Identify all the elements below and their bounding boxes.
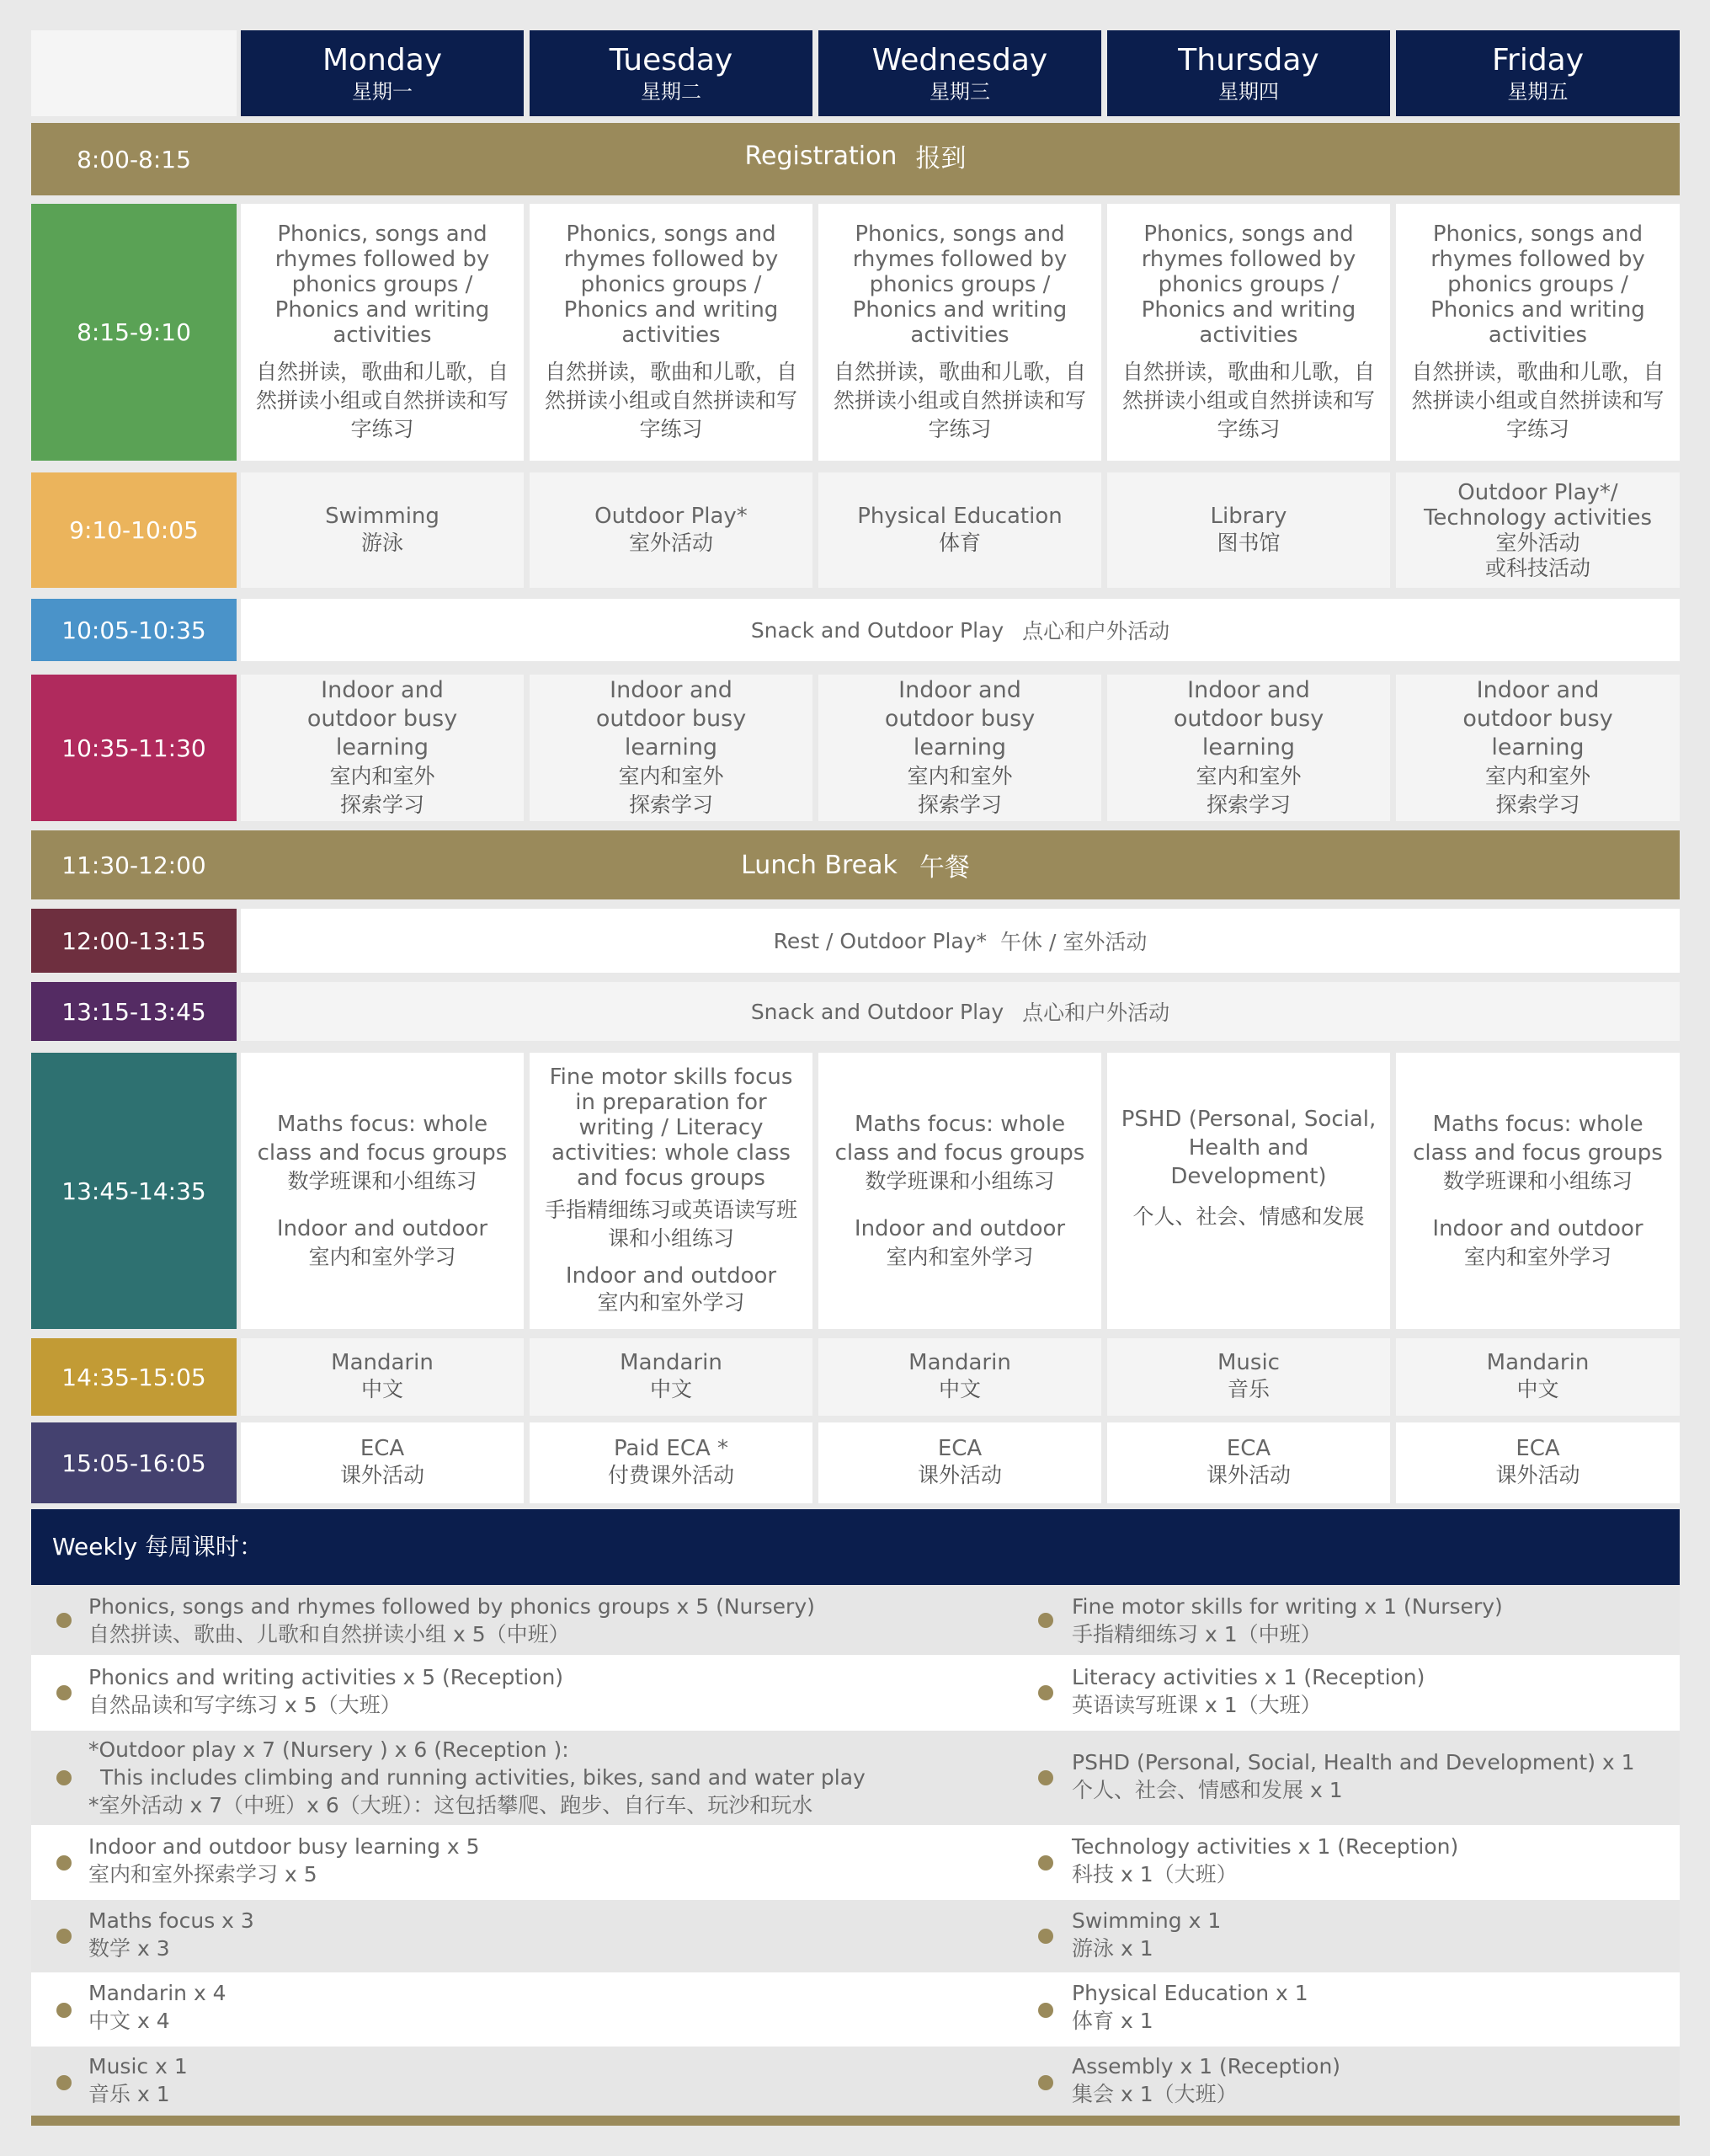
cell-text-en: Mandarin [331, 1350, 434, 1375]
band-text-en: Registration [744, 141, 898, 171]
cell-text-zh: 室内和室外 探索学习 [1196, 764, 1302, 817]
day-header-friday [1396, 30, 1680, 116]
time-label: 15:05-16:05 [31, 1422, 237, 1503]
weekly-item-line: *室外活动 x 7（中班）x 6（大班）：这包括攀爬、跑步、自行车、玩沙和玩水 [88, 1793, 813, 1817]
schedule-cell-phonics [1396, 204, 1680, 461]
cell-text-zh: 体育 [938, 530, 981, 555]
weekly-item-line: 音乐 x 1 [88, 2082, 170, 2106]
lunch-band [31, 830, 1680, 899]
cell-text-en: Physical Education [857, 503, 1063, 529]
day-name: Tuesday [609, 43, 733, 77]
weekly-item-line: This includes climbing and running activities, bikes, sand and water play [100, 1765, 866, 1790]
cell-text-zh: 自然拼读，歌曲和儿歌，自然拼读小组或自然拼读和写字练习 [833, 359, 1086, 441]
weekly-row [31, 1972, 1680, 2047]
schedule-cell-library [1107, 472, 1390, 588]
bullet-icon [56, 1929, 72, 1944]
time-label: 14:35-15:05 [31, 1338, 237, 1416]
cell-text-en: Indoor and outdoor busy learning [1173, 677, 1324, 760]
weekly-row [31, 1586, 1680, 1655]
cell-text-en: PSHD (Personal, Social, Health and Development) [1121, 1107, 1377, 1189]
cell-text-en: ECA [1516, 1436, 1560, 1461]
day-header-wednesday [818, 30, 1101, 116]
weekly-item-line: *Outdoor play x 7 (Nursery ) x 6 (Reception ): [88, 1737, 569, 1762]
cell-text-zh: 中文 [938, 1377, 981, 1401]
cell-text-zh: 数学班课和小组练习 [865, 1169, 1055, 1193]
weekly-item-line: 室内和室外探索学习 x 5 [88, 1862, 317, 1886]
time-label: 12:00-13:15 [31, 909, 237, 973]
cell-text-en: Phonics, songs and rhymes followed by phonics groups / Phonics and writing activities [1430, 221, 1645, 348]
cell-text-zh: 自然拼读，歌曲和儿歌，自然拼读小组或自然拼读和写字练习 [1121, 359, 1375, 441]
cell-text-en: Mandarin [908, 1350, 1011, 1375]
cell-text-en: Maths focus: whole class and focus groups [257, 1112, 508, 1166]
weekly-item-line: 自然品读和写字练习 x 5（大班） [88, 1693, 402, 1717]
time-label: 9:10-10:05 [31, 472, 237, 588]
weekly-row [31, 2047, 1680, 2117]
cell-text-en: Outdoor Play*/ Technology activities [1423, 479, 1653, 531]
cell-text-zh: 课外活动 [339, 1463, 424, 1487]
cell-text-zh: 自然拼读，歌曲和儿歌，自然拼读小组或自然拼读和写字练习 [1411, 359, 1665, 441]
snack-outdoor-band [241, 982, 1680, 1041]
cell-text-en: Mandarin [1486, 1350, 1590, 1375]
cell-text-zh: 课外活动 [1206, 1463, 1291, 1487]
schedule-cell-eca [241, 1422, 524, 1503]
cell-text-en: Library [1210, 503, 1287, 529]
weekly-row [31, 1655, 1680, 1731]
cell-text-zh: 课外活动 [1495, 1463, 1580, 1487]
schedule-cell-busy-learning [241, 675, 524, 821]
time-label: 8:00-8:15 [77, 145, 191, 173]
weekly-item-line: Assembly x 1 (Reception) [1072, 2054, 1341, 2079]
cell-text-zh: 室外活动 [628, 530, 713, 555]
cell-text-zh: 数学班课和小组练习 [287, 1169, 477, 1193]
cell-text-zh: 图书馆 [1217, 530, 1281, 555]
schedule-cell-phonics [818, 204, 1101, 461]
cell-text-zh: 室内和室外学习 [597, 1290, 745, 1315]
weekly-item-line: Phonics, songs and rhymes followed by phonics groups x 5 (Nursery) [88, 1594, 815, 1619]
day-name: Friday [1491, 43, 1585, 77]
cell-text-zh: 室内和室外 探索学习 [618, 764, 724, 817]
band-text-zh: 报到 [915, 144, 967, 173]
bullet-icon [1038, 1685, 1053, 1700]
cell-text-zh: 室内和室外学习 [1463, 1245, 1611, 1269]
schedule-cell-outdoor-play [530, 472, 812, 588]
time-label: 13:15-13:45 [31, 982, 237, 1041]
cell-text-en: Indoor and outdoor [276, 1216, 488, 1241]
day-name-zh: 星期一 [352, 80, 413, 104]
cell-text-en: Maths focus: whole class and focus groups [834, 1112, 1085, 1166]
schedule-cell-phonics [1107, 204, 1390, 461]
day-name-zh: 星期三 [930, 80, 990, 104]
corner-cell [31, 30, 237, 116]
cell-text-zh: 游泳 [360, 530, 403, 555]
cell-text-en: ECA [1226, 1436, 1271, 1461]
time-label: 11:30-12:00 [61, 851, 206, 879]
weekly-item-line: Literacy activities x 1 (Reception) [1072, 1665, 1425, 1689]
bullet-icon [1038, 1929, 1053, 1944]
cell-text-en: Phonics, songs and rhymes followed by phonics groups / Phonics and writing activities [1141, 221, 1356, 348]
day-name-zh: 星期二 [641, 80, 701, 104]
bottom-rule [31, 2116, 1680, 2126]
schedule-cell-phonics [530, 204, 812, 461]
day-name: Thursday [1178, 43, 1319, 77]
weekly-item-line: 数学 x 3 [88, 1936, 170, 1961]
weekly-header [31, 1509, 1680, 1585]
weekly-item-line: Technology activities x 1 (Reception) [1072, 1834, 1459, 1859]
cell-text-en: ECA [360, 1436, 405, 1461]
cell-text-en: Indoor and outdoor busy learning [884, 677, 1036, 760]
cell-text-en: Outdoor Play* [594, 503, 748, 529]
cell-text-en: Indoor and outdoor [565, 1263, 777, 1289]
time-label: 8:15-9:10 [31, 204, 237, 461]
schedule-cell-phonics [241, 204, 524, 461]
weekly-item-line: 手指精细练习 x 1（中班） [1072, 1622, 1322, 1646]
weekly-item-line: Fine motor skills for writing x 1 (Nursery) [1072, 1594, 1503, 1619]
schedule-cell-maths [241, 1053, 524, 1329]
bullet-icon [1038, 2003, 1053, 2018]
weekly-item-line: 游泳 x 1 [1072, 1936, 1153, 1961]
cell-text-en: Indoor and outdoor [854, 1216, 1066, 1241]
bullet-icon [56, 2003, 72, 2018]
schedule-cell-swimming [241, 472, 524, 588]
registration-label [31, 123, 1680, 189]
cell-text-zh: 室内和室外 探索学习 [1484, 764, 1590, 817]
day-name: Monday [322, 43, 443, 77]
cell-text-zh: 付费课外活动 [607, 1463, 734, 1487]
band-text-zh: 午休 / 室外活动 [1000, 930, 1148, 954]
schedule-cell-busy-learning [818, 675, 1101, 821]
cell-text-zh: 音乐 [1227, 1377, 1270, 1401]
bullet-icon [56, 1685, 72, 1700]
schedule-cell-mandarin [241, 1338, 524, 1416]
band-text-en: Rest / Outdoor Play* [773, 928, 988, 953]
cell-text-en: Phonics, songs and rhymes followed by phonics groups / Phonics and writing activities [563, 221, 779, 348]
schedule-cell-mandarin [1396, 1338, 1680, 1416]
band-text-en: Lunch Break [741, 850, 898, 880]
schedule-cell-maths [1396, 1053, 1680, 1329]
schedule-cell-outdoor-technology [1396, 472, 1680, 588]
day-header-thursday [1107, 30, 1390, 116]
cell-text-en: Indoor and outdoor busy learning [595, 677, 747, 760]
bullet-icon [1038, 1613, 1053, 1628]
bullet-icon [56, 1770, 72, 1785]
weekly-row [31, 1900, 1680, 1972]
cell-text-zh: 中文 [649, 1377, 692, 1401]
weekly-item-line: Mandarin x 4 [88, 1981, 226, 2005]
schedule-cell-eca [1396, 1422, 1680, 1503]
cell-text-zh: 室内和室外 探索学习 [329, 764, 435, 817]
cell-text-zh: 中文 [360, 1377, 403, 1401]
bullet-icon [56, 2075, 72, 2090]
band-text-en: Snack and Outdoor Play [750, 617, 1004, 643]
bullet-icon [1038, 2075, 1053, 2090]
weekly-item-line: 体育 x 1 [1072, 2009, 1153, 2033]
bullet-icon [56, 1855, 72, 1870]
schedule-cell-eca [818, 1422, 1101, 1503]
weekly-item-line: Phonics and writing activities x 5 (Reception) [88, 1665, 564, 1689]
cell-text-zh: 手指精细练习或英语读写班课和小组练习 [544, 1198, 797, 1251]
cell-text-zh: 个人、社会、情感和发展 [1132, 1204, 1365, 1229]
pshd-block [1116, 1105, 1382, 1231]
schedule-cell-paid-eca [530, 1422, 812, 1503]
schedule-cell-music [1107, 1338, 1390, 1416]
band-text-zh: 点心和户外活动 [1022, 1001, 1170, 1025]
weekly-item-line: 中文 x 4 [88, 2009, 170, 2033]
weekly-item-line: PSHD (Personal, Social, Health and Development) x 1 [1072, 1750, 1635, 1774]
rest-band [241, 909, 1680, 973]
day-name-zh: 星期四 [1218, 80, 1279, 104]
cell-text-en: Music [1217, 1350, 1280, 1375]
band-text-en: Snack and Outdoor Play [750, 999, 1004, 1024]
bullet-icon [56, 1613, 72, 1628]
cell-text-en: Paid ECA * [613, 1436, 729, 1461]
weekly-item-line: 自然拼读、歌曲、儿歌和自然拼读小组 x 5（中班） [88, 1622, 570, 1646]
day-header-monday [241, 30, 524, 116]
cell-text-en: Indoor and outdoor busy learning [1462, 677, 1613, 760]
weekly-item-line: Physical Education x 1 [1072, 1981, 1308, 2005]
cell-text-en: Swimming [325, 503, 439, 529]
cell-text-en: Fine motor skills focus in preparation for writing / Literacy activities: whole class and focus groups [549, 1065, 793, 1191]
weekly-item-line: 科技 x 1（大班） [1072, 1862, 1238, 1886]
day-name: Wednesday [871, 43, 1048, 77]
schedule-cell-fine-motor [530, 1053, 812, 1329]
schedule-cell-mandarin [818, 1338, 1101, 1416]
schedule-cell-busy-learning [1107, 675, 1390, 821]
weekly-item-line: Indoor and outdoor busy learning x 5 [88, 1834, 480, 1859]
lunch-label [31, 830, 1680, 899]
snack-outdoor-band [241, 599, 1680, 661]
registration-band [31, 123, 1680, 195]
schedule-cell-busy-learning [1396, 675, 1680, 821]
schedule-cell-eca [1107, 1422, 1390, 1503]
schedule-cell-maths [818, 1053, 1101, 1329]
weekly-title: Weekly 每周课时： [52, 1533, 263, 1561]
weekly-item-line: Swimming x 1 [1072, 1908, 1222, 1933]
day-name-zh: 星期五 [1507, 80, 1569, 104]
cell-text-en: Phonics, songs and rhymes followed by phonics groups / Phonics and writing activities [852, 221, 1068, 348]
cell-text-zh: 室内和室外学习 [308, 1245, 456, 1269]
cell-text-zh: 数学班课和小组练习 [1442, 1169, 1633, 1193]
bullet-icon [1038, 1855, 1053, 1870]
band-text-zh: 点心和户外活动 [1022, 619, 1170, 643]
weekly-row [31, 1825, 1680, 1900]
weekly-item-line: 英语读写班课 x 1（大班） [1072, 1693, 1322, 1717]
schedule-cell-pshd [1107, 1053, 1390, 1329]
weekly-item-line: 集会 x 1（大班） [1072, 2082, 1238, 2106]
weekly-row [31, 1731, 1680, 1825]
band-text-zh: 午餐 [919, 853, 970, 883]
weekly-item-line: Maths focus x 3 [88, 1908, 254, 1933]
time-label: 10:05-10:35 [31, 599, 237, 661]
cell-text-zh: 室内和室外 探索学习 [907, 764, 1013, 817]
cell-text-en: Maths focus: whole class and focus groups [1413, 1112, 1663, 1166]
schedule-cell-mandarin [530, 1338, 812, 1416]
cell-text-zh: 室内和室外学习 [886, 1245, 1034, 1269]
cell-text-zh: 自然拼读，歌曲和儿歌，自然拼读小组或自然拼读和写字练习 [544, 359, 797, 441]
schedule-cell-pe [818, 472, 1101, 588]
bullet-icon [1038, 1770, 1053, 1785]
cell-text-zh: 室外活动 或科技活动 [1484, 530, 1590, 580]
time-label: 10:35-11:30 [31, 675, 237, 821]
cell-text-zh: 自然拼读，歌曲和儿歌，自然拼读小组或自然拼读和写字练习 [255, 359, 509, 441]
time-label: 13:45-14:35 [31, 1053, 237, 1329]
cell-text-zh: 课外活动 [917, 1463, 1002, 1487]
schedule-cell-busy-learning [530, 675, 812, 821]
cell-text-en: Indoor and outdoor [1432, 1216, 1643, 1241]
cell-text-en: Phonics, songs and rhymes followed by phonics groups / Phonics and writing activities [274, 221, 490, 348]
cell-text-zh: 中文 [1516, 1377, 1559, 1401]
weekly-item-line: Music x 1 [88, 2054, 188, 2079]
cell-text-en: Mandarin [620, 1350, 722, 1375]
day-header-tuesday [530, 30, 812, 116]
weekly-item-line: 个人、社会、情感和发展 x 1 [1072, 1778, 1343, 1802]
cell-text-en: ECA [937, 1436, 983, 1461]
cell-text-en: Indoor and outdoor busy learning [306, 677, 458, 760]
